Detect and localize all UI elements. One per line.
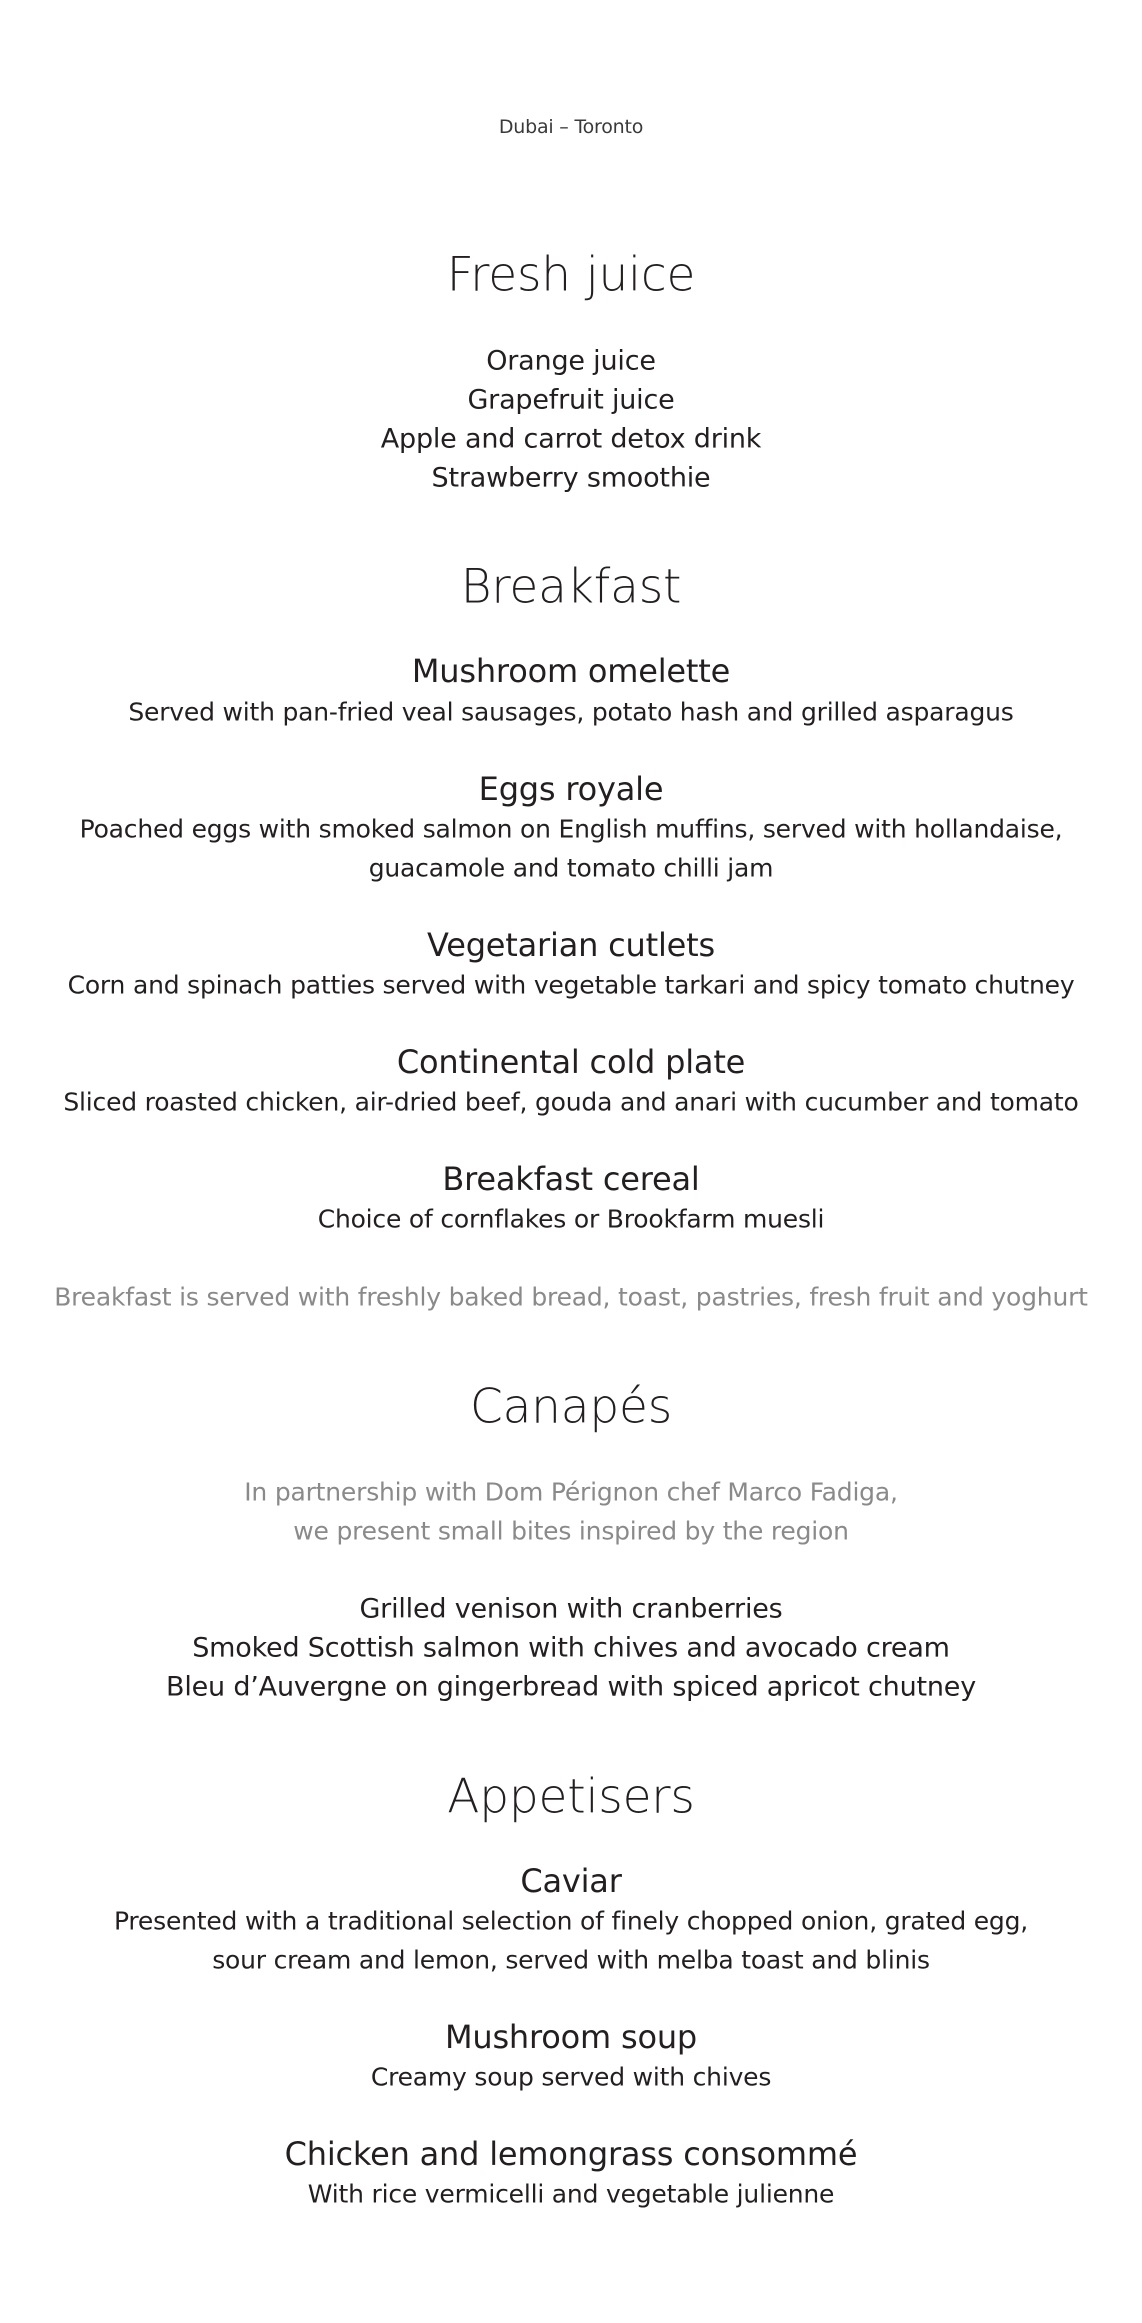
juice-item: Orange juice [486, 345, 656, 377]
section-title-appetisers: Appetisers [447, 1769, 695, 1825]
dish-description: With rice vermicelli and vegetable julienne [307, 2179, 835, 2209]
dish-description: Creamy soup served with chives [370, 2062, 772, 2092]
dish-description: Sliced roasted chicken, air-dried beef, gouda and anari with cucumber and tomato [63, 1087, 1079, 1117]
route-header: Dubai – Toronto [498, 116, 644, 138]
canapes-intro: we present small bites inspired by the region [293, 1516, 849, 1546]
dish-description: Choice of cornflakes or Brookfarm muesli [317, 1204, 825, 1234]
section-title-breakfast: Breakfast [460, 559, 682, 615]
canape-item: Grilled venison with cranberries [359, 1593, 783, 1625]
juice-item: Grapefruit juice [467, 384, 675, 416]
dish-name: Eggs royale [478, 770, 664, 808]
dish-name: Vegetarian cutlets [427, 926, 715, 964]
canape-item: Bleu d’Auvergne on gingerbread with spiced apricot chutney [166, 1671, 976, 1703]
canapes-intro: In partnership with Dom Pérignon chef Marco Fadiga, [244, 1477, 898, 1507]
dish-description: Presented with a traditional selection of finely chopped onion, grated egg, [113, 1906, 1029, 1936]
juice-item: Strawberry smoothie [431, 462, 711, 494]
canape-item: Smoked Scottish salmon with chives and avocado cream [192, 1632, 950, 1664]
section-title-fresh-juice: Fresh juice [446, 247, 696, 303]
dish-name: Mushroom omelette [411, 652, 731, 690]
dish-name: Breakfast cereal [442, 1160, 700, 1198]
dish-name: Caviar [520, 1862, 622, 1900]
dish-description: Served with pan-fried veal sausages, potato hash and grilled asparagus [128, 697, 1014, 727]
dish-description: Corn and spinach patties served with vegetable tarkari and spicy tomato chutney [67, 970, 1075, 1000]
dish-name: Chicken and lemongrass consommé [284, 2135, 858, 2173]
juice-item: Apple and carrot detox drink [380, 423, 762, 455]
dish-name: Continental cold plate [396, 1043, 746, 1081]
dish-description: sour cream and lemon, served with melba toast and blinis [212, 1945, 930, 1975]
dish-name: Mushroom soup [444, 2018, 698, 2056]
section-title-canapes: Canapés [469, 1379, 673, 1435]
dish-description: guacamole and tomato chilli jam [368, 853, 774, 883]
breakfast-note: Breakfast is served with freshly baked bread, toast, pastries, fresh fruit and yoghurt [54, 1282, 1088, 1312]
dish-description: Poached eggs with smoked salmon on English muffins, served with hollandaise, [79, 814, 1063, 844]
